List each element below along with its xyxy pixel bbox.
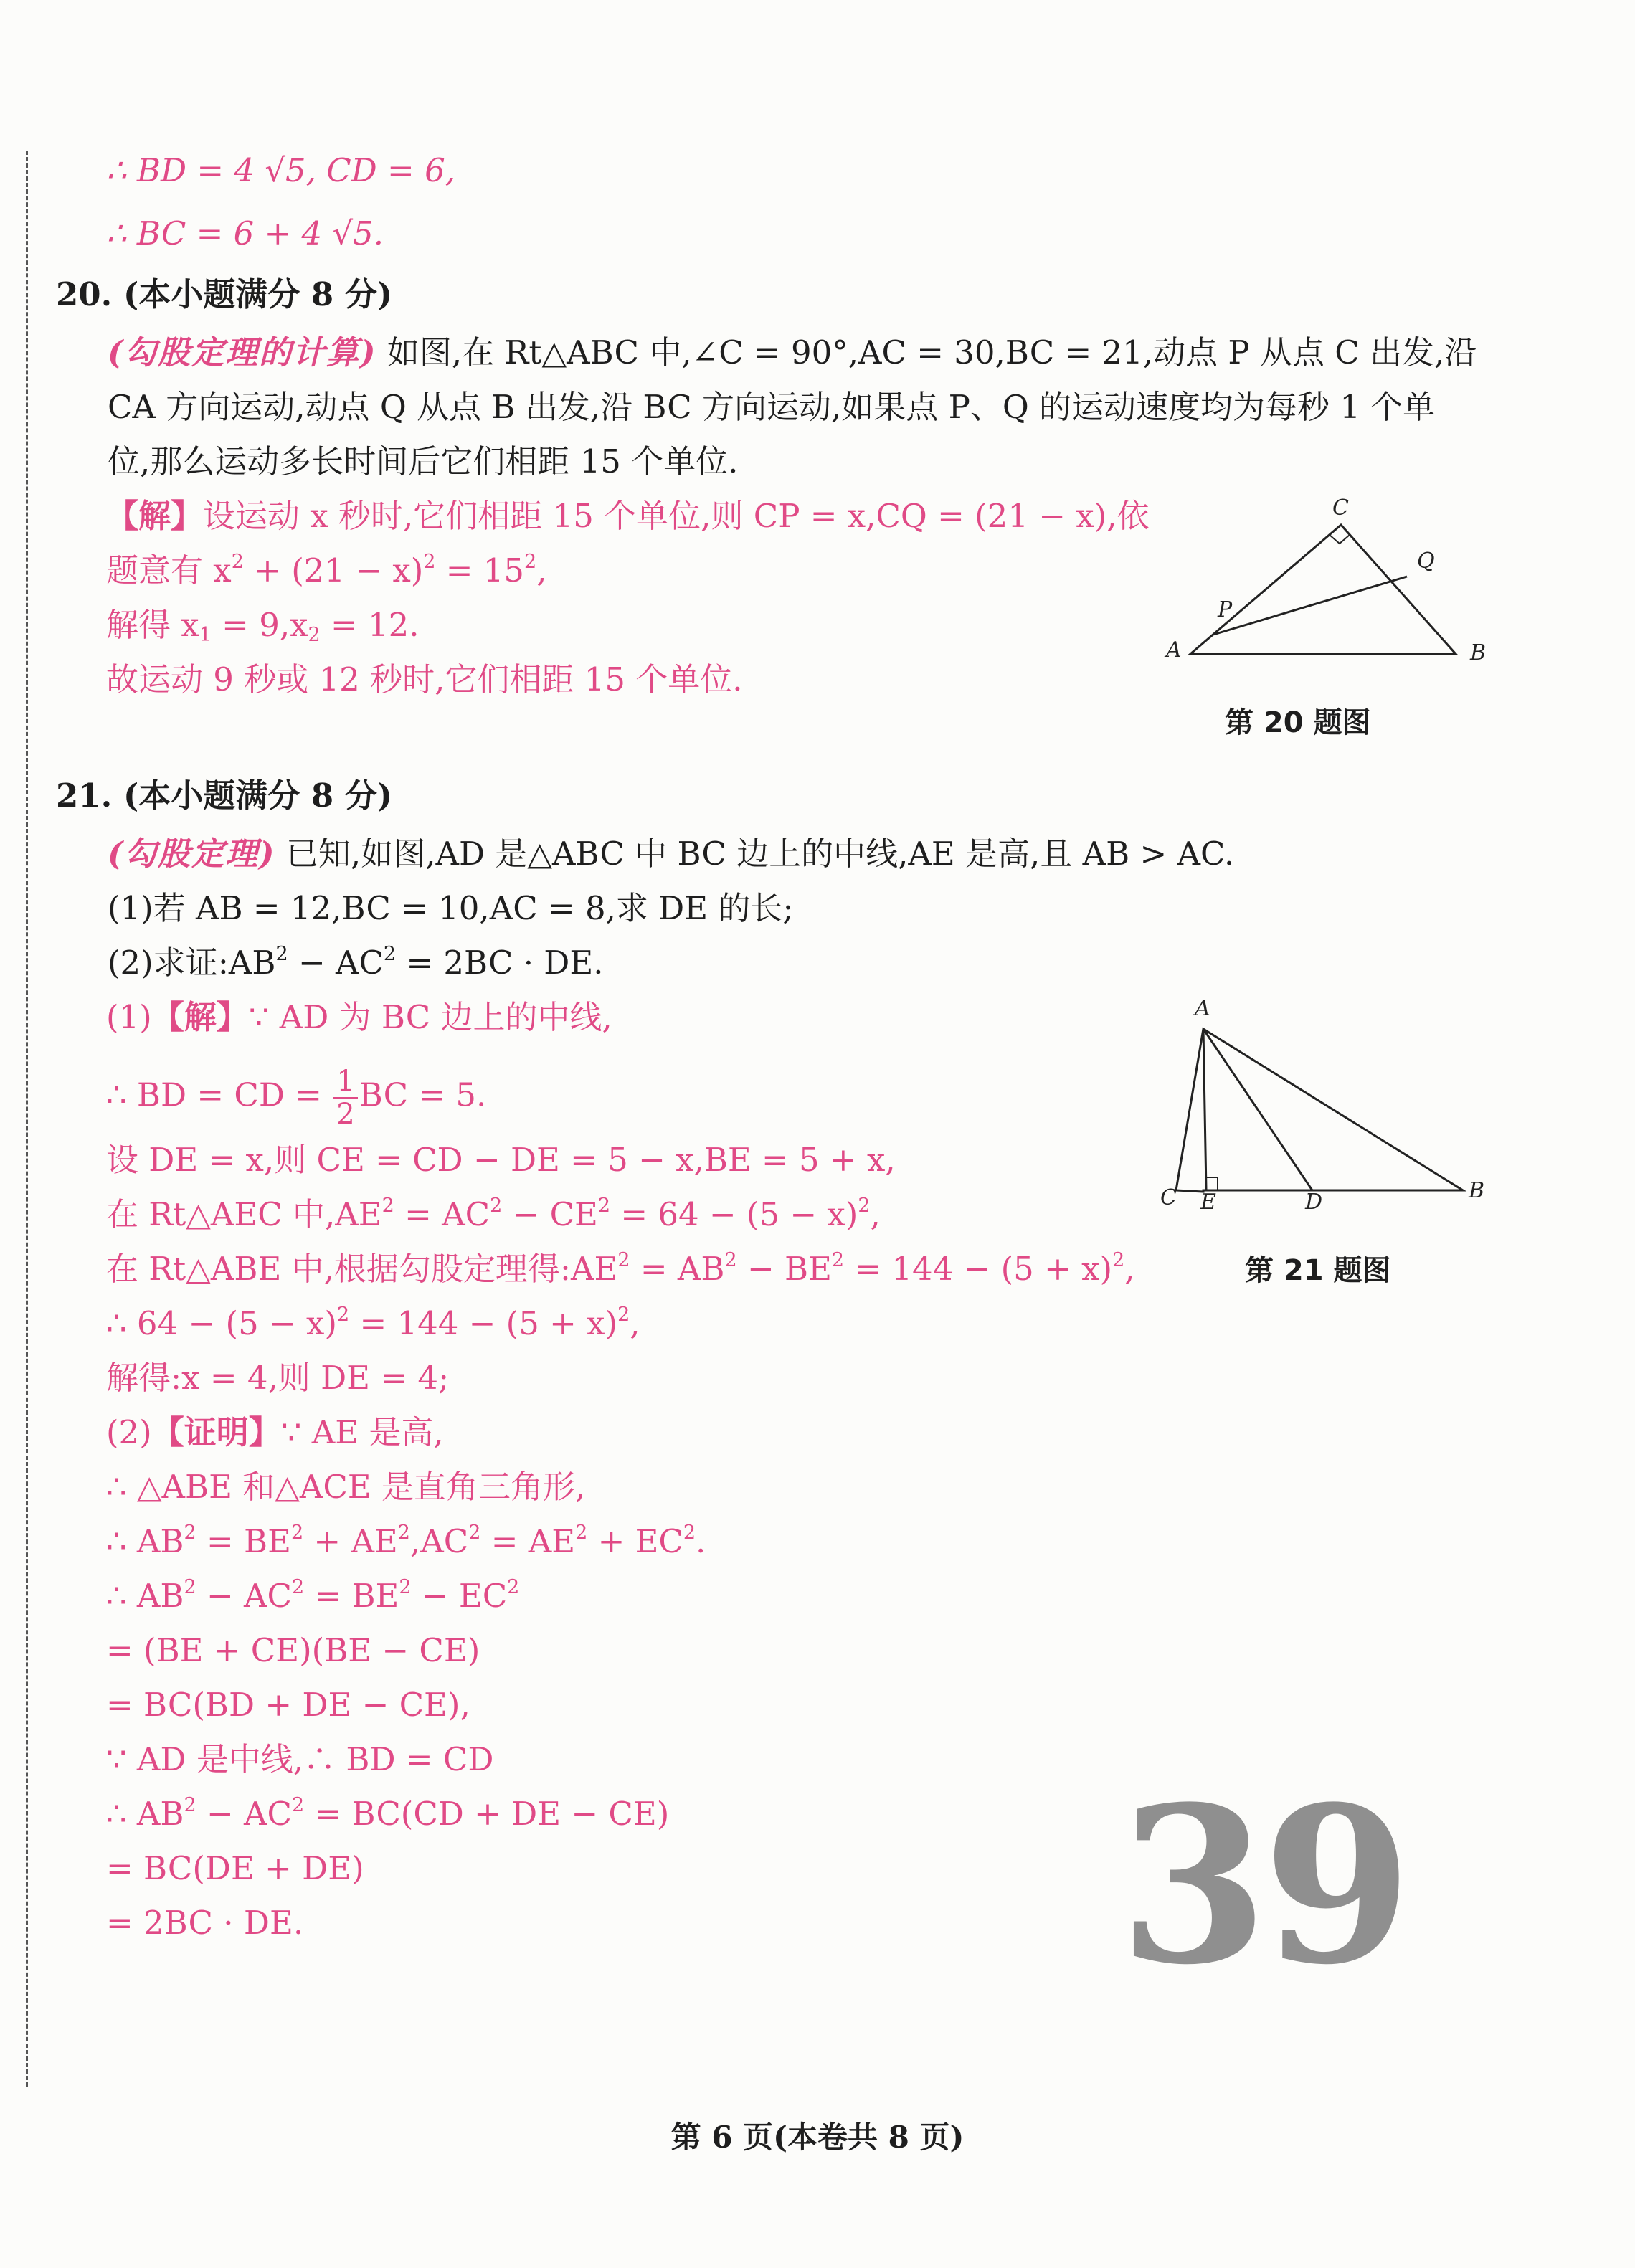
segment-pq	[1213, 577, 1407, 635]
q21-s15-a: ∴ AB	[106, 1795, 184, 1833]
q21-sol-line-9: ∴ △ABE 和△ACE 是直角三角形,	[106, 1468, 586, 1506]
sup: 2	[617, 1249, 630, 1272]
q21-s10-b: = BE	[196, 1522, 291, 1560]
median-ad	[1203, 1029, 1312, 1190]
q21-header: 21. (本小题满分 8 分)	[56, 777, 393, 815]
sup: 2	[291, 1794, 305, 1817]
q21-sol-line-17: = 2BC · DE.	[106, 1904, 304, 1942]
q21-s10-d: ,AC	[409, 1522, 469, 1560]
q21-s10-a: ∴ AB	[106, 1522, 184, 1560]
q21-line-3	[108, 943, 604, 983]
q21-s6-b: = 144 − (5 + x)	[349, 1304, 618, 1342]
prev-line-1: ∴ BD = 4 √5, CD = 6,	[106, 151, 456, 189]
label-c: C	[1332, 495, 1349, 521]
triangle-abc	[1190, 525, 1456, 654]
q20-s2-d: ,	[536, 551, 547, 589]
q20-text-3: 位,那么运动多长时间后它们相距 15 个单位.	[108, 442, 739, 480]
q21-sol-line-6	[106, 1304, 640, 1344]
sup: 2	[524, 551, 537, 574]
label-b: B	[1469, 1178, 1485, 1203]
q20-header: 20. (本小题满分 8 分)	[56, 275, 393, 313]
sup: 2	[231, 551, 244, 574]
q20-s2-c: = 15	[435, 551, 525, 589]
q20-sol-text-1: 设运动 x 秒时,它们相距 15 个单位,则 CP = x,CQ = (21 − x),依	[203, 497, 1150, 535]
q20-s3-c: = 12.	[320, 606, 420, 644]
q20-sol-line-1	[106, 496, 1150, 536]
label-d: D	[1305, 1190, 1323, 1215]
q21-text-1: 已知,如图,AD 是△ABC 中 BC 边上的中线,AE 是高,且 AB > AC.	[285, 835, 1235, 873]
q21-figure	[1147, 990, 1506, 1219]
q21-p3-c: = 2BC · DE.	[396, 944, 604, 982]
q21-s8-a: (2)	[106, 1413, 152, 1451]
page-footer: 第 6 页(本卷共 8 页)	[670, 2120, 965, 2155]
q21-text-2: (1)若 AB = 12,BC = 10,AC = 8,求 DE 的长;	[108, 889, 794, 927]
q21-s11-c: = BE	[304, 1577, 399, 1615]
q21-p3-b: − AC	[288, 944, 384, 982]
q21-s4-d: = 64 − (5 − x)	[610, 1195, 858, 1233]
q21-sol-line-4	[106, 1195, 881, 1235]
sup: 2	[724, 1249, 737, 1272]
q20-sol-line-4: 故运动 9 秒或 12 秒时,它们相距 15 个单位.	[106, 660, 743, 698]
q21-line-1	[108, 834, 1234, 874]
label-a: A	[1195, 996, 1210, 1021]
q21-s5-e: ,	[1124, 1250, 1135, 1288]
cut-line	[26, 151, 28, 2087]
q21-figure-caption: 第 21 题图	[1245, 1254, 1391, 1287]
sup: 2	[290, 1522, 304, 1545]
fraction-half	[333, 1066, 357, 1130]
sup: 2	[831, 1249, 845, 1272]
right-angle-mark	[1206, 1177, 1218, 1190]
q21-s4-c: − CE	[502, 1195, 598, 1233]
q21-s10-e: = AE	[480, 1522, 576, 1560]
altitude-ae	[1203, 1029, 1206, 1190]
q21-s4-b: = AC	[394, 1195, 490, 1233]
sup: 2	[1112, 1249, 1125, 1272]
q20-sol-line-2	[106, 551, 547, 591]
q21-s5-c: − BE	[736, 1250, 832, 1288]
sup: 2	[597, 1195, 611, 1218]
q21-s6-a: ∴ 64 − (5 − x)	[106, 1304, 337, 1342]
q20-topic-tag: (勾股定理的计算)	[108, 333, 377, 371]
sup: 2	[683, 1522, 696, 1545]
label-a: A	[1166, 637, 1182, 663]
sup: 2	[336, 1304, 350, 1327]
sub: 2	[308, 623, 321, 646]
sup: 2	[184, 1522, 196, 1545]
q21-sol-tag: 【解】	[151, 998, 249, 1036]
q21-sol-line-10	[106, 1522, 706, 1562]
q21-s4-a: 在 Rt△AEC 中,AE	[106, 1195, 382, 1233]
q21-s11-d: − EC	[411, 1577, 508, 1615]
q21-s15-b: − AC	[196, 1795, 292, 1833]
q21-s5-a: 在 Rt△ABE 中,根据勾股定理得:AE	[106, 1250, 618, 1288]
q21-sol-line-7: 解得:x = 4,则 DE = 4;	[106, 1359, 450, 1397]
sup: 2	[383, 943, 397, 966]
q20-sol-line-3	[106, 605, 420, 645]
q21-topic-tag: (勾股定理)	[108, 835, 276, 873]
sup: 2	[468, 1522, 481, 1545]
q20-s2-a: 题意有 x	[106, 551, 232, 589]
q21-s2-b: BC = 5.	[359, 1076, 487, 1114]
prev-line-2: ∴ BC = 6 + 4 √5.	[106, 214, 384, 252]
q21-sol-line-2	[106, 1066, 486, 1130]
sup: 2	[507, 1576, 520, 1599]
q21-proof-tag: 【证明】	[151, 1413, 281, 1451]
q21-s11-b: − AC	[196, 1577, 292, 1615]
sup: 2	[291, 1576, 305, 1599]
q21-s15-c: = BC(CD + DE − CE)	[304, 1795, 670, 1833]
sup: 2	[858, 1195, 871, 1218]
q21-sol-line-8	[106, 1413, 444, 1453]
sup: 2	[575, 1522, 588, 1545]
q20-figure	[1147, 488, 1492, 674]
q21-sol-line-15	[106, 1794, 669, 1834]
label-e: E	[1200, 1190, 1216, 1215]
sup: 2	[397, 1522, 410, 1545]
q21-sol-line-12: = (BE + CE)(BE − CE)	[106, 1631, 480, 1669]
q21-sol-line-3: 设 DE = x,则 CE = CD − DE = 5 − x,BE = 5 + x,	[106, 1141, 896, 1179]
q21-sol-line-11	[106, 1576, 519, 1616]
sup: 2	[617, 1304, 630, 1327]
q20-s3-b: = 9,x	[211, 606, 308, 644]
label-b: B	[1470, 640, 1487, 665]
q20-figure-caption: 第 20 题图	[1225, 706, 1371, 739]
q21-s1-c: ∵ AD 为 BC 边上的中线,	[248, 998, 612, 1036]
page-number-watermark: 39	[1119, 1759, 1407, 2012]
sup: 2	[382, 1195, 394, 1218]
q20-s2-b: + (21 − x)	[243, 551, 424, 589]
q21-s10-f: + EC	[587, 1522, 683, 1560]
sup: 2	[423, 551, 436, 574]
fraction-denominator: 2	[336, 1098, 355, 1131]
q21-sol-line-13: = BC(BD + DE − CE),	[106, 1686, 470, 1724]
q21-s8-c: ∵ AE 是高,	[280, 1413, 444, 1451]
q21-sol-line-5	[106, 1249, 1135, 1289]
q21-sol-line-1	[106, 997, 612, 1038]
q21-s5-d: = 144 − (5 + x)	[844, 1250, 1113, 1288]
q20-s3-a: 解得 x	[106, 606, 199, 644]
sup: 2	[399, 1576, 412, 1599]
sub: 1	[199, 623, 212, 646]
sup: 2	[184, 1794, 196, 1817]
label-c: C	[1160, 1185, 1177, 1210]
q20-sol-tag: 【解】	[106, 497, 204, 535]
label-p: P	[1218, 597, 1233, 622]
q21-s2-a: ∴ BD = CD =	[106, 1076, 333, 1114]
fraction-numerator: 1	[333, 1066, 357, 1099]
q21-s5-b: = AB	[630, 1250, 725, 1288]
q20-text-1: 如图,在 Rt△ABC 中,∠C = 90°,AC = 30,BC = 21,动点 P 从点 C 出发,沿	[387, 333, 1477, 371]
sup: 2	[490, 1195, 503, 1218]
sup: 2	[275, 943, 288, 966]
q21-s1-a: (1)	[106, 998, 152, 1036]
q21-p3-a: (2)求证:AB	[108, 944, 276, 982]
q21-sol-line-16: = BC(DE + DE)	[106, 1849, 364, 1887]
q20-text-2: CA 方向运动,动点 Q 从点 B 出发,沿 BC 方向运动,如果点 P、Q 的运动速度均为每秒 1 个单	[108, 388, 1436, 426]
q21-s10-g: .	[696, 1522, 706, 1560]
q20-line-1	[108, 333, 1477, 373]
q21-s11-a: ∴ AB	[106, 1577, 184, 1615]
q21-sol-line-14: ∵ AD 是中线,∴ BD = CD	[106, 1740, 494, 1778]
right-angle-mark	[1330, 535, 1350, 544]
sup: 2	[184, 1576, 196, 1599]
q21-s6-c: ,	[630, 1304, 640, 1342]
q21-s4-e: ,	[870, 1195, 881, 1233]
label-q: Q	[1417, 549, 1435, 574]
q21-s10-c: + AE	[303, 1522, 398, 1560]
